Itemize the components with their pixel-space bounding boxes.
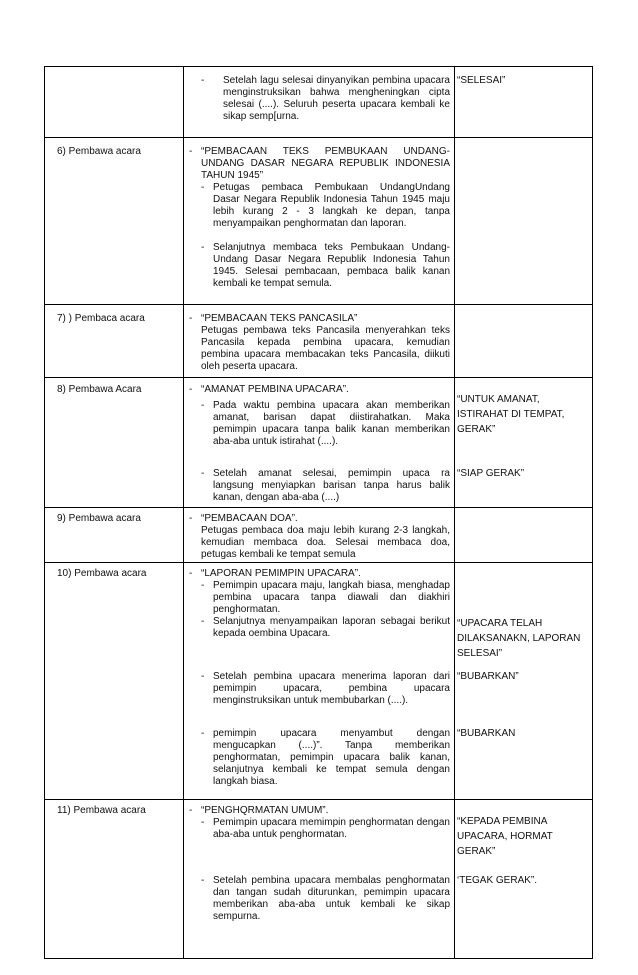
step-text: Setelah lagu selesai dinyanyikan pembina upacara menginstruksikan bahwa mengheningkan cipta selesai (....). Seluruh peserta upacara kembali ke sikap semp[urna. — [223, 75, 450, 122]
actor-cell — [45, 138, 184, 304]
command-text: “BUBARKAN — [457, 728, 516, 739]
actor-label: 7) ) Pembaca acara — [57, 313, 145, 324]
actor-cell — [45, 563, 184, 799]
step-text: pemimpin upacara menyambut dengan mengucapkan (....)”. Tanpa memberikan penghormatan, pemimpin upacara balik kanan, selanjutnya kembali ke tempat semula dengan langkah biasa. — [213, 728, 450, 787]
bullet: - — [201, 875, 205, 886]
command-text: “UPACARA TELAH DILAKSANAKN, LAPORAN SELESAI” — [457, 618, 581, 659]
command-cell — [455, 508, 592, 562]
step-text: Pada waktu pembina upacara akan memberikan amanat, barisan dapat diistirahatkan. Maka pemimpin upacara tanpa balik kanan memberikan aba-aba untuk istirahat (....). — [213, 400, 450, 447]
bullet: - — [201, 182, 205, 193]
step-text: Pemimpin upacara memimpin penghormatan dengan aba-aba untuk penghormatan. — [213, 817, 450, 840]
table-row — [44, 508, 593, 563]
step-text: Setelah amanat selesai, pemimpin upaca ra langsung menyiapkan barisan tanpa harus balik kanan, dengan aba-aba (....) — [213, 468, 450, 503]
table-row — [44, 800, 593, 959]
table-row — [44, 378, 593, 508]
actor-label: 6) Pembawa acara — [57, 146, 141, 157]
bullet: - — [201, 616, 205, 627]
bullet: - — [189, 513, 193, 524]
ceremony-table — [44, 66, 593, 959]
command-text: “SELESAI” — [457, 75, 506, 86]
bullet: - — [201, 400, 205, 411]
command-text: ‘TEGAK GERAK”. — [457, 875, 538, 886]
section-body: Petugas pembaca doa maju lebih kurang 2-3 langkah, kemudian membaca doa. Selesai membaca doa, petugas kembali ke tempat semula — [201, 525, 450, 560]
section-heading: “PENGHQRMATAN UMUM”. — [201, 805, 329, 816]
actor-label: 10) Pembawa acara — [57, 568, 147, 579]
section-heading: “LAPORAN PEMIMPIN UPACARA”. — [201, 568, 361, 579]
bullet: - — [201, 728, 205, 739]
bullet: - — [201, 580, 205, 591]
bullet: - — [201, 75, 205, 86]
step-text: Setelah pembina upacara membalas penghormatan dan tangan sudah diturunkan, pemimpin upacara memberikan aba-aba untuk kembali ke sikap sempurna. — [213, 875, 450, 922]
table-row — [44, 305, 593, 378]
command-text: “UNTUK AMANAT, ISTIRAHAT DI TEMPAT, GERAK” — [457, 394, 565, 435]
actor-label: 8) Pembawa Acara — [57, 384, 142, 395]
section-heading: “PEMBACAAN DOA”. — [201, 513, 298, 524]
command-cell — [455, 305, 592, 377]
step-text: Selanjutnya menyampaikan laporan sebagai berikut kepada oembina Upacara. — [213, 616, 450, 639]
bullet: - — [201, 817, 205, 828]
actor-label: 11) Pembawa acara — [57, 805, 146, 816]
step-text: Selanjutnya membaca teks Pembukaan Undang-Undang Dasar Negara Republik Indonesia Tahun 1945. Selesai pembacaan, pembaca balik kanan kembali ke tempat semula. — [213, 242, 450, 289]
section-body: Petugas pembawa teks Pancasila menyerahkan teks Pancasila kepada pembina upacara, kemudian pembina upacara membacakan teks Pancasila, diikuti oleh peserta upacara. — [201, 325, 450, 372]
section-heading: “AMANAT PEMBINA UPACARA”. — [201, 384, 349, 395]
actor-label: 9) Pembawa acara — [57, 513, 141, 524]
bullet: - — [189, 313, 193, 324]
section-heading: “PEMBACAAN TEKS PANCASILA” — [201, 313, 358, 324]
table-row — [44, 138, 593, 305]
step-text: Setelah pembina upacara menerima laporan dari pemimpin upacara, pembina upacara menginstruksikan untuk membubarkan (....). — [213, 671, 450, 706]
command-text: “BUBARKAN” — [457, 671, 519, 682]
actor-cell — [45, 67, 184, 137]
bullet: - — [201, 671, 205, 682]
command-cell — [455, 138, 592, 304]
step-text: Petugas pembaca Pembukaan UndangUndang Dasar Negara Republik Indonesia Tahun 1945 maju lebih kurang 2 - 3 langkah ke depan, tanpa menyampaikan penghormatan dan laporan. — [213, 182, 450, 229]
step-text: Pemimpin upacara maju, langkah biasa, menghadap pembina upacara tanpa diawali dan diakhiri penghormatan. — [213, 580, 450, 615]
bullet: - — [201, 468, 205, 479]
command-text: “SIAP GERAK” — [457, 468, 525, 479]
actor-cell — [45, 800, 184, 958]
section-heading: “PEMBACAAN TEKS PEMBUKAAN UNDANG-UNDANG DASAR NEGARA REPUBLIK INDONESIA TAHUN 1945” — [201, 146, 450, 181]
bullet: - — [189, 384, 193, 395]
table-row — [44, 563, 593, 800]
command-text: “KEPADA PEMBINA UPACARA, HORMAT GERAK” — [457, 816, 553, 857]
bullet: - — [189, 568, 193, 579]
bullet: - — [189, 805, 193, 816]
actor-cell — [45, 378, 184, 507]
table-row — [44, 67, 593, 138]
bullet: - — [201, 242, 205, 253]
bullet: - — [189, 146, 193, 157]
